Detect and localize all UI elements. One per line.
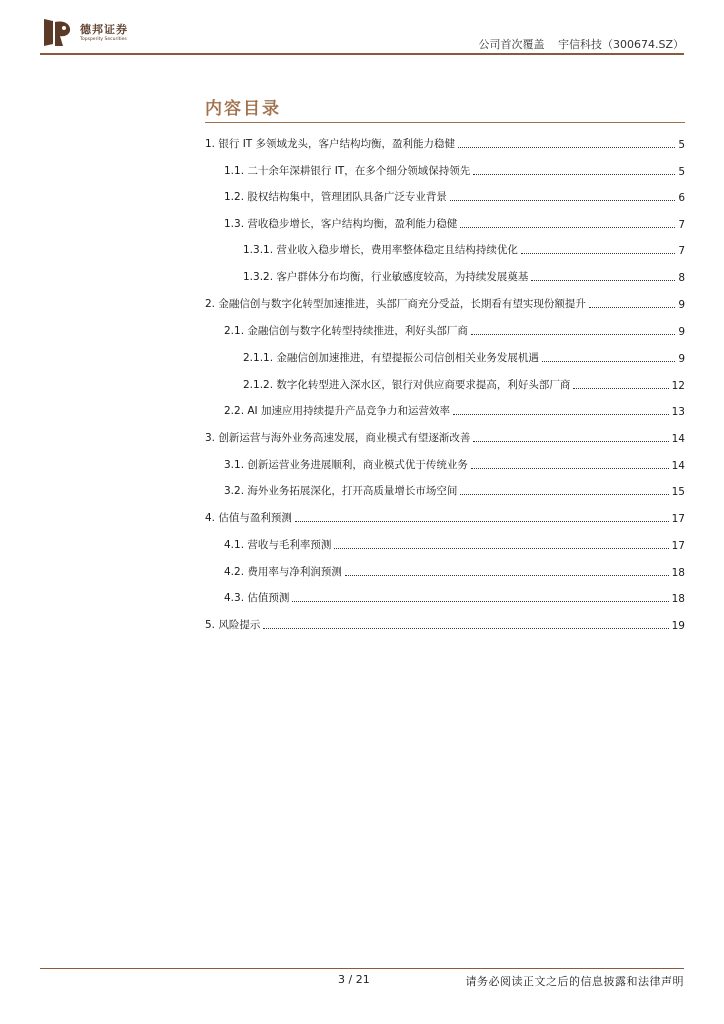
toc-entry[interactable] [205,297,685,311]
toc-leader-dots [471,334,675,335]
toc-entry-label: 2.1.2. 数字化转型进入深水区，银行对供应商要求提高，利好头部厂商 [243,379,571,391]
toc-entry-label: 4. 估值与盈利预测 [205,512,292,524]
toc-entry-label: 4.2. 费用率与净利润预测 [224,566,342,578]
toc-leader-dots [473,174,675,175]
toc-leader-dots [460,227,675,228]
toc-entry-page: 5 [678,166,685,178]
toc-entry-page: 13 [671,406,685,418]
toc-entry-page: 12 [671,380,685,392]
toc-entry[interactable] [224,458,685,472]
toc-entry-page: 9 [678,299,685,311]
toc-entry[interactable] [243,351,685,365]
toc-leader-dots [295,521,669,522]
toc-entry-page: 18 [671,567,685,579]
brand-name: 德邦证券 [80,23,128,36]
toc-entry-page: 18 [671,593,685,605]
toc-entry[interactable] [205,618,685,632]
company-name: 宇信科技（300674.SZ） [557,38,684,51]
toc-entry-label: 2.1.1. 金融信创加速推进，有望提振公司信创相关业务发展机遇 [243,352,539,364]
toc-leader-dots [589,307,675,308]
toc-entry-label: 1.2. 股权结构集中，管理团队具备广泛专业背景 [224,191,447,203]
toc-entry[interactable] [224,164,685,178]
toc-entry-label: 2.1. 金融信创与数字化转型持续推进，利好头部厂商 [224,325,468,337]
toc-leader-dots [460,494,668,495]
toc-entry-label: 5. 风险提示 [205,619,261,631]
toc-entry-page: 17 [671,540,685,552]
toc-title-underline [205,122,685,123]
toc-leader-dots [263,628,668,629]
page-indicator: 3 / 21 [338,973,370,986]
toc-entry-page: 6 [678,192,685,204]
toc-entry[interactable] [224,404,685,418]
toc-entry[interactable] [224,484,685,498]
toc-entry[interactable] [205,137,685,151]
toc-leader-dots [292,601,668,602]
brand-name-en: Topsperity Securities [80,37,127,42]
toc-entry-label: 1. 银行 IT 多领域龙头，客户结构均衡，盈利能力稳健 [205,138,456,150]
toc-leader-dots [473,441,668,442]
toc-entry-label: 1.3.2. 客户群体分布均衡，行业敏感度较高，为持续发展奠基 [243,271,529,283]
toc-entry-label: 3.2. 海外业务拓展深化，打开高质量增长市场空间 [224,485,458,497]
toc-entry-page: 14 [671,460,685,472]
footer-disclaimer: 请务必阅读正文之后的信息披露和法律声明 [465,975,684,988]
toc-leader-dots [345,575,669,576]
logo-icon [40,16,74,50]
toc-leader-dots [471,468,669,469]
toc-entry-page: 14 [671,433,685,445]
header-divider [40,53,684,55]
toc-entry-page: 19 [671,620,685,632]
toc-entry-label: 4.3. 估值预测 [224,592,290,604]
toc-entry[interactable] [224,217,685,231]
toc-entry-label: 2. 金融信创与数字化转型加速推进，头部厂商充分受益，长期看有望实现份额提升 [205,298,586,310]
toc-title: 内容目录 [205,99,281,119]
toc-leader-dots [573,388,668,389]
toc-entry[interactable] [224,324,685,338]
toc-entry-page: 17 [671,513,685,525]
toc-entry-page: 5 [678,139,685,151]
toc-entry-page: 15 [671,486,685,498]
toc-entry-label: 4.1. 营收与毛利率预测 [224,539,332,551]
toc-entry-label: 1.1. 二十余年深耕银行 IT，在多个细分领域保持领先 [224,165,471,177]
toc-entry[interactable] [224,591,685,605]
toc-entry[interactable] [243,378,685,392]
report-type: 公司首次覆盖 [478,38,545,51]
toc-leader-dots [521,253,675,254]
toc-entry[interactable] [224,538,685,552]
toc-entry-label: 3.1. 创新运营业务进展顺利，商业模式优于传统业务 [224,459,468,471]
toc-entry[interactable] [224,565,685,579]
toc-leader-dots [334,548,668,549]
toc-entry[interactable] [243,243,685,257]
header-info [468,36,684,52]
toc-entry[interactable] [205,511,685,525]
toc-leader-dots [453,414,669,415]
toc-entry-page: 9 [678,353,685,365]
toc-entry-label: 3. 创新运营与海外业务高速发展，商业模式有望逐渐改善 [205,432,471,444]
footer-divider [40,968,684,969]
toc-entry-label: 1.3.1. 营业收入稳步增长，费用率整体稳定且结构持续优化 [243,244,518,256]
toc-leader-dots [458,147,675,148]
logo [40,16,140,50]
toc-entry[interactable] [243,270,685,284]
toc-entry-page: 8 [678,272,685,284]
toc-leader-dots [542,361,675,362]
toc-entry-label: 2.2. AI 加速应用持续提升产品竞争力和运营效率 [224,405,450,417]
toc-leader-dots [450,200,675,201]
toc-entry-page: 9 [678,326,685,338]
toc-entry[interactable] [205,431,685,445]
toc-leader-dots [531,280,675,281]
toc-entry[interactable] [224,190,685,204]
toc-entry-label: 1.3. 营收稳步增长，客户结构均衡，盈利能力稳健 [224,218,458,230]
toc-entry-page: 7 [678,219,685,231]
toc-entry-page: 7 [678,245,685,257]
